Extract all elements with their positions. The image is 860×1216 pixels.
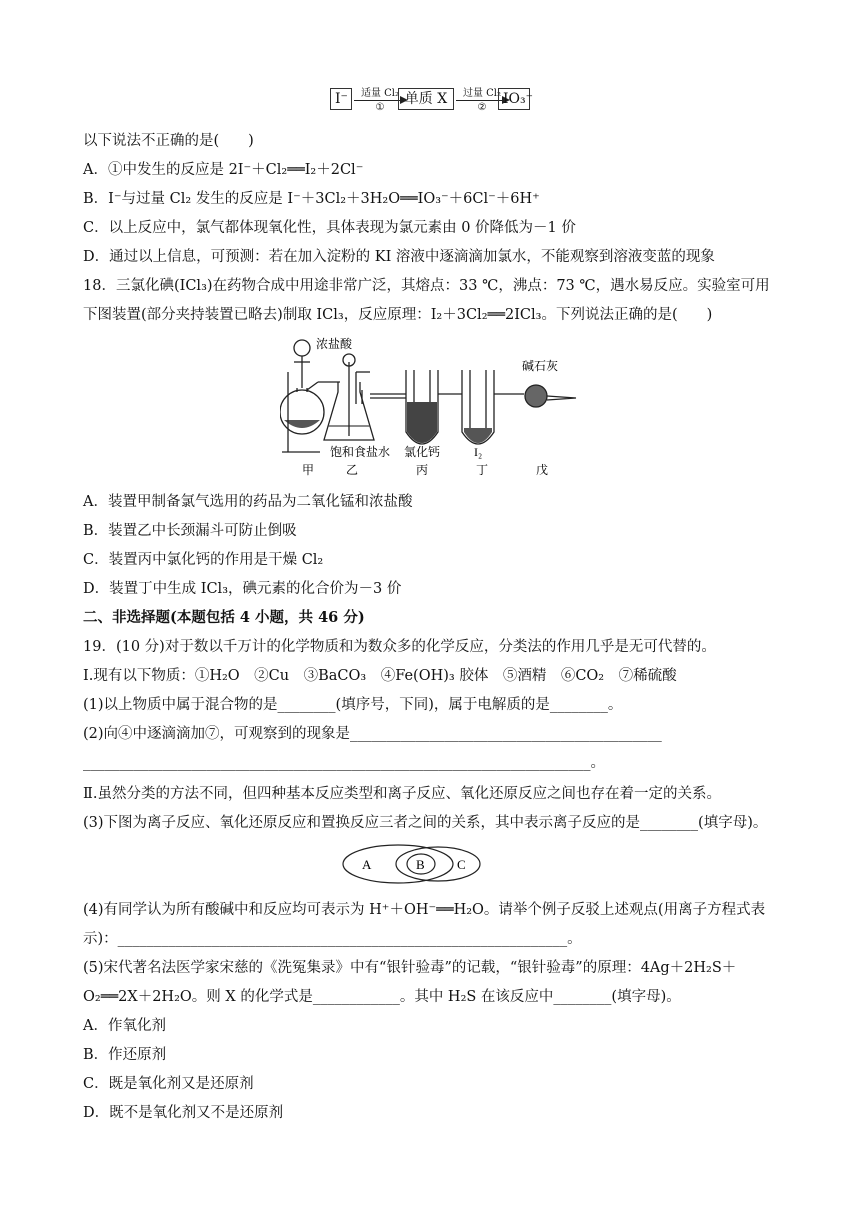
arrow2-label: 过量 Cl₂ — [462, 88, 502, 99]
iodide-box: I⁻ — [330, 88, 352, 110]
q17-option-b: B．I⁻与过量 Cl₂ 发生的反应是 I⁻＋3Cl₂＋3H₂O══IO₃⁻＋6Cl⁻＋6H⁺ — [83, 191, 540, 207]
label-bing: 丙 — [416, 463, 429, 477]
label-soda-lime: 碱石灰 — [522, 359, 559, 373]
q19-sub5-line2: O₂══2X＋2H₂O。则 X 的化学式是____________。其中 H₂S 在该反应中________(填字母)。 — [83, 989, 681, 1005]
q18-option-d: D．装置丁中生成 ICl₃，碘元素的化合价为－3 价 — [83, 581, 402, 597]
venn-label-c: C — [457, 857, 466, 872]
q19-sub1: (1)以上物质中属于混合物的是________(填序号，下同)，属于电解质的是________。 — [83, 697, 623, 713]
label-yi: 乙 — [346, 463, 359, 477]
q18-option-a: A．装置甲制备氯气选用的药品为二氧化锰和浓盐酸 — [83, 494, 413, 510]
q19-sub4-line1: (4)有同学认为所有酸碱中和反应均可表示为 H⁺＋OH⁻══H₂O。请举个例子反驳上述观点(用离子方程式表 — [83, 902, 766, 918]
label-brine: 饱和食盐水 — [330, 445, 391, 459]
q19-sub2-line1: (2)向④中逐滴滴加⑦，可观察到的现象是___________________________________________ — [83, 726, 662, 742]
label-cacl2: 氯化钙 — [404, 445, 441, 459]
section-heading: 二、非选择题(本题包括 4 小题，共 46 分) — [83, 609, 365, 626]
q18-option-c: C．装置丙中氯化钙的作用是干燥 Cl₂ — [83, 552, 324, 568]
q19-sub3: (3)下图为离子反应、氧化还原反应和置换反应三者之间的关系，其中表示离子反应的是________(填字母)。 — [83, 815, 768, 831]
q19-sub4-line2: 示)：______________________________________________________________。 — [83, 931, 582, 947]
q19-option-d: D．既不是氧化剂又不是还原剂 — [83, 1105, 284, 1121]
apparatus-figure — [280, 332, 600, 482]
q18-option-b: B．装置乙中长颈漏斗可防止倒吸 — [83, 523, 297, 539]
q19-option-a: A．作氧化剂 — [83, 1018, 166, 1034]
q19-sub5-line1: (5)宋代著名法医学家宋慈的《洗冤集录》中有“银针验毒”的记载，“银针验毒”的原理：4Ag＋2H₂S＋ — [83, 960, 737, 976]
label-iodine: I₂ — [474, 445, 483, 459]
q19-intro: 19．(10 分)对于数以千万计的化学物质和为数众多的化学反应，分类法的作用几乎是无可代替的。 — [83, 639, 716, 655]
funnel-bulb — [294, 340, 310, 356]
q19-part2: Ⅱ.虽然分类的方法不同，但四种基本反应类型和离子反应、氧化还原反应之间也存在着一定的关系。 — [83, 786, 721, 802]
q17-stem: 以下说法不正确的是( ) — [83, 133, 254, 149]
label-conc-hcl: 浓盐酸 — [316, 337, 353, 351]
q19-part1: Ⅰ.现有以下物质：①H₂O ②Cu ③BaCO₃ ④Fe(OH)₃ 胶体 ⑤酒精 ⑥CO₂ ⑦稀硫酸 — [83, 668, 677, 684]
q18-line-1: 18．三氯化碘(ICl₃)在药物合成中用途非常广泛，其熔点：33 ℃，沸点：73 ℃，遇水易反应。实验室可用 — [83, 278, 770, 294]
q19-option-b: B．作还原剂 — [83, 1047, 167, 1063]
iodate-box: IO₃⁻ — [498, 88, 530, 110]
q19-sub2-line2: ______________________________________________________________________。 — [83, 755, 605, 771]
label-jia: 甲 — [302, 463, 315, 477]
q17-option-a: A．①中发生的反应是 2I⁻＋Cl₂══I₂＋2Cl⁻ — [83, 162, 364, 178]
arrow1-label: 适量 Cl₂ — [360, 88, 400, 99]
venn-diagram — [340, 842, 500, 886]
element-x-box: 单质 X — [398, 88, 454, 110]
venn-label-a: A — [362, 857, 372, 872]
label-wu: 戊 — [536, 463, 549, 477]
arrow1-number: ① — [375, 102, 385, 113]
q17-option-d: D．通过以上信息，可预测：若在加入淀粉的 KI 溶液中逐滴滴加氯水，不能观察到溶液变蓝的现象 — [83, 249, 715, 265]
q17-option-c: C．以上反应中，氯气都体现氧化性，具体表现为氯元素由 0 价降低为－1 价 — [83, 220, 576, 236]
venn-label-b: B — [416, 857, 425, 872]
q19-option-c: C．既是氧化剂又是还原剂 — [83, 1076, 254, 1092]
q18-line-2: 下图装置(部分夹持装置已略去)制取 ICl₃，反应原理：I₂＋3Cl₂══2ICl₃。下列说法正确的是( ) — [83, 307, 713, 323]
arrow2-number: ② — [477, 102, 487, 113]
label-ding: 丁 — [476, 463, 489, 477]
